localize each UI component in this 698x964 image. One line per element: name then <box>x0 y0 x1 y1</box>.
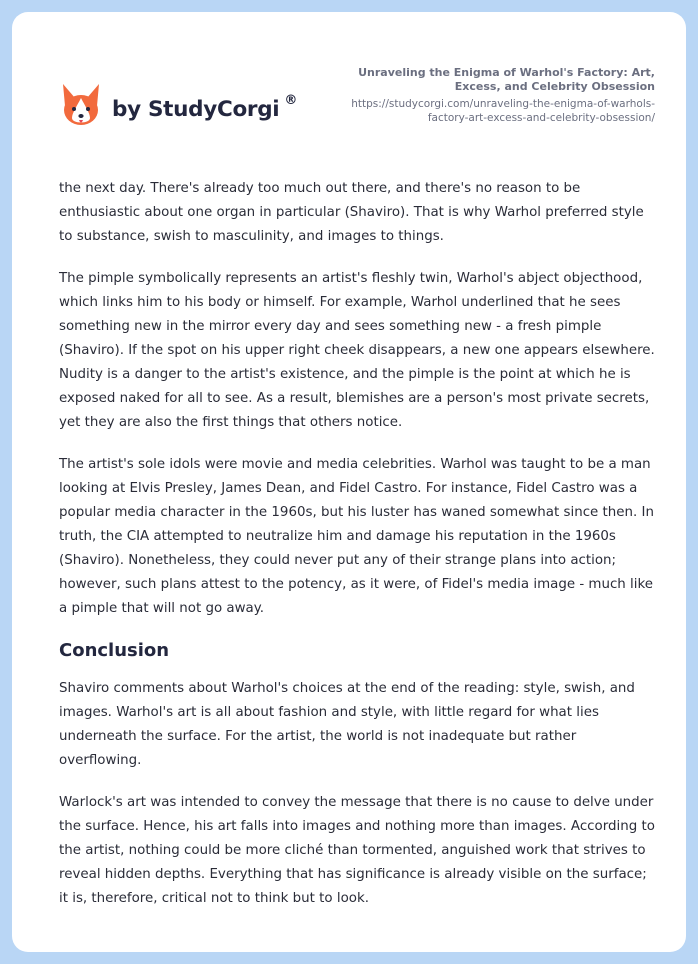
body-paragraph: The artist's sole idols were movie and media celebrities. Warhol was taught to be a man looking at Elvis Presley, James Dean, and Fidel Castro. For instance, Fidel Castro was a popular media character in the 1960s, but his luster has waned somewhat since then. In truth, the CIA attempted to neutralize him and damage his reputation in the 1960s (Shaviro). Nonetheless, they could never put any of their strange plans into action; however, such plans attest to the potency, as it were, of Fidel's media image - much like a pimple that will not go away. <box>59 457 654 616</box>
conclusion-paragraph: Warlock's art was intended to convey the message that there is no cause to delve under the surface. Hence, his art falls into images and nothing more than images. According to the artist, nothing could be more cliché than tormented, anguished work that strives to reveal hidden depths. Everything that has significance is already visible on the surface; it is, therefore, critical not to think but to look. <box>59 795 655 906</box>
essay-content <box>59 177 659 929</box>
document-meta <box>315 66 655 125</box>
logo-text: by StudyCorgi <box>112 96 280 122</box>
conclusion-paragraph: Shaviro comments about Warhol's choices at the end of the reading: style, swish, and images. Warhol's art is all about fashion and style, with little regard for what lies underneath the surface. For the artist, the world is not inadequate but rather overflowing. <box>59 681 635 768</box>
document-page <box>12 12 686 952</box>
body-paragraph: the next day. There's already too much out there, and there's no reason to be enthusiastic about one organ in particular (Shaviro). That is why Warhol preferred style to substance, swish to masculinity, and images to things. <box>59 181 644 244</box>
body-paragraph: The pimple symbolically represents an artist's fleshly twin, Warhol's abject objecthood, which links him to his body or himself. For example, Warhol underlined that he sees something new in the mirror every day and sees something new - a fresh pimple (Shaviro). If the spot on his upper right cheek disappears, a new one appears elsewhere. Nudity is a danger to the artist's existence, and the pimple is the point at which he is exposed naked for all to see. As a result, blemishes are a person's most private secrets, yet they are also the first things that others notice. <box>59 271 655 430</box>
registered-mark: ® <box>284 92 298 108</box>
document-url[interactable]: https://studycorgi.com/unraveling-the-enigma-of-warhols-factory-art-excess-and-celebrity-obsession/ <box>351 98 655 124</box>
conclusion-heading: Conclusion <box>59 640 170 661</box>
document-title: Unraveling the Enigma of Warhol's Factory: Art, Excess, and Celebrity Obsession <box>358 66 655 93</box>
studycorgi-logo[interactable] <box>60 76 297 136</box>
corgi-logo-icon <box>60 82 102 130</box>
